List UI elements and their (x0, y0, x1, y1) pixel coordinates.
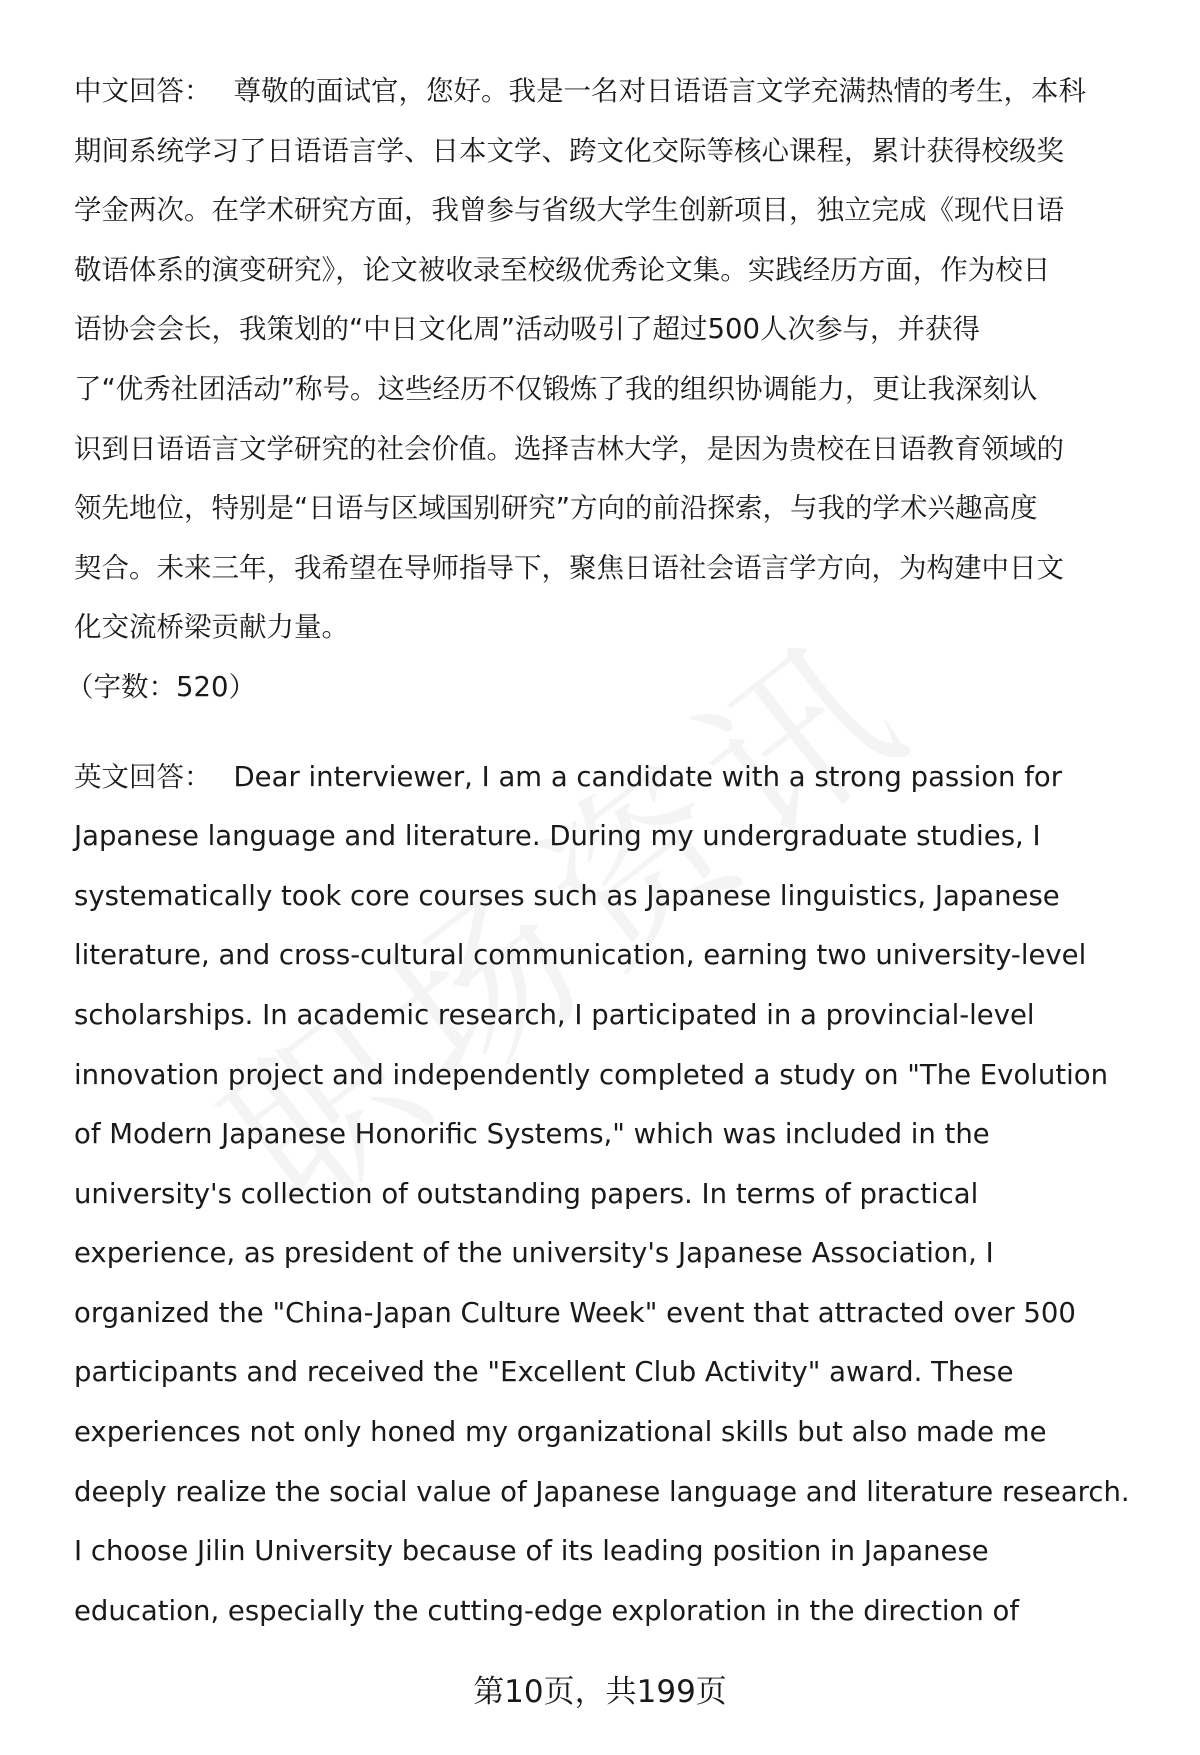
chinese-line-10: 化交流桥梁贡献力量。 (74, 611, 349, 644)
english-line-14: I choose Jilin University because of its leading position in Japanese (74, 1535, 989, 1568)
english-line-6: innovation project and independently completed a study on "The Evolution (74, 1058, 1109, 1091)
document-body (66, 62, 1154, 1641)
chinese-answer-label: 中文回答： (74, 75, 212, 107)
chinese-line-4: 敬语体系的演变研究》，论文被收录至校级优秀论文集。实践经历方面，作为校日 (74, 253, 1051, 286)
english-line-8: university's collection of outstanding papers. In terms of practical (74, 1177, 979, 1210)
chinese-line-8: 领先地位，特别是“日语与区域国别研究”方向的前沿探索，与我的学术兴趣高度 (74, 492, 1038, 525)
english-line-4: literature, and cross-cultural communication, earning two university-level (74, 939, 1087, 972)
english-answer-label: 英文回答： (74, 760, 212, 793)
chinese-line-2: 期间系统学习了日语语言学、日本文学、跨文化交际等核心课程，累计获得校级奖 (74, 134, 1064, 167)
english-line-10: organized the "China-Japan Culture Week" event that attracted over 500 (74, 1296, 1076, 1329)
english-line-9: experience, as president of the university's Japanese Association, I (74, 1237, 994, 1270)
english-line-15: education, especially the cutting-edge exploration in the direction of (74, 1594, 1020, 1627)
chinese-answer-section (66, 62, 1154, 718)
english-line-2: Japanese language and literature. During my undergraduate studies, I (74, 820, 1041, 853)
chinese-line-5: 语协会会长，我策划的“中日文化周”活动吸引了超过500人次参与，并获得 (74, 313, 980, 346)
english-line-13: deeply realize the social value of Japanese language and literature research. (74, 1475, 1130, 1508)
chinese-line-9: 契合。未来三年，我希望在导师指导下，聚焦日语社会语言学方向，为构建中日文 (74, 551, 1064, 584)
chinese-line-1: 中文回答： 尊敬的面试官，您好。我是一名对日语语言文学充满热情的考生，本科 (74, 75, 1086, 107)
page-number-footer: 第10页，共199页 (473, 1674, 727, 1710)
english-line-12: experiences not only honed my organizational skills but also made me (74, 1416, 1047, 1449)
english-line-1: 英文回答： Dear interviewer, I am a candidate with a strong passion for (74, 760, 1063, 793)
english-line-7: of Modern Japanese Honorific Systems," which was included in the (74, 1118, 990, 1151)
english-answer-section (74, 748, 1154, 1642)
chinese-line-7: 识到日语语言文学研究的社会价值。选择吉林大学，是因为贵校在日语教育领域的 (74, 432, 1064, 465)
english-line-5: scholarships. In academic research, I participated in a provincial-level (74, 998, 1035, 1031)
english-line-11: participants and received the "Excellent Club Activity" award. These (74, 1356, 1014, 1389)
word-count: （字数：520） (66, 670, 256, 703)
english-line-3: systematically took core courses such as Japanese linguistics, Japanese (74, 879, 1060, 912)
chinese-line-6: 了“优秀社团活动”称号。这些经历不仅锻炼了我的组织协调能力，更让我深刻认 (74, 372, 1038, 405)
chinese-line-3: 学金两次。在学术研究方面，我曾参与省级大学生创新项目，独立完成《现代日语 (74, 194, 1064, 227)
